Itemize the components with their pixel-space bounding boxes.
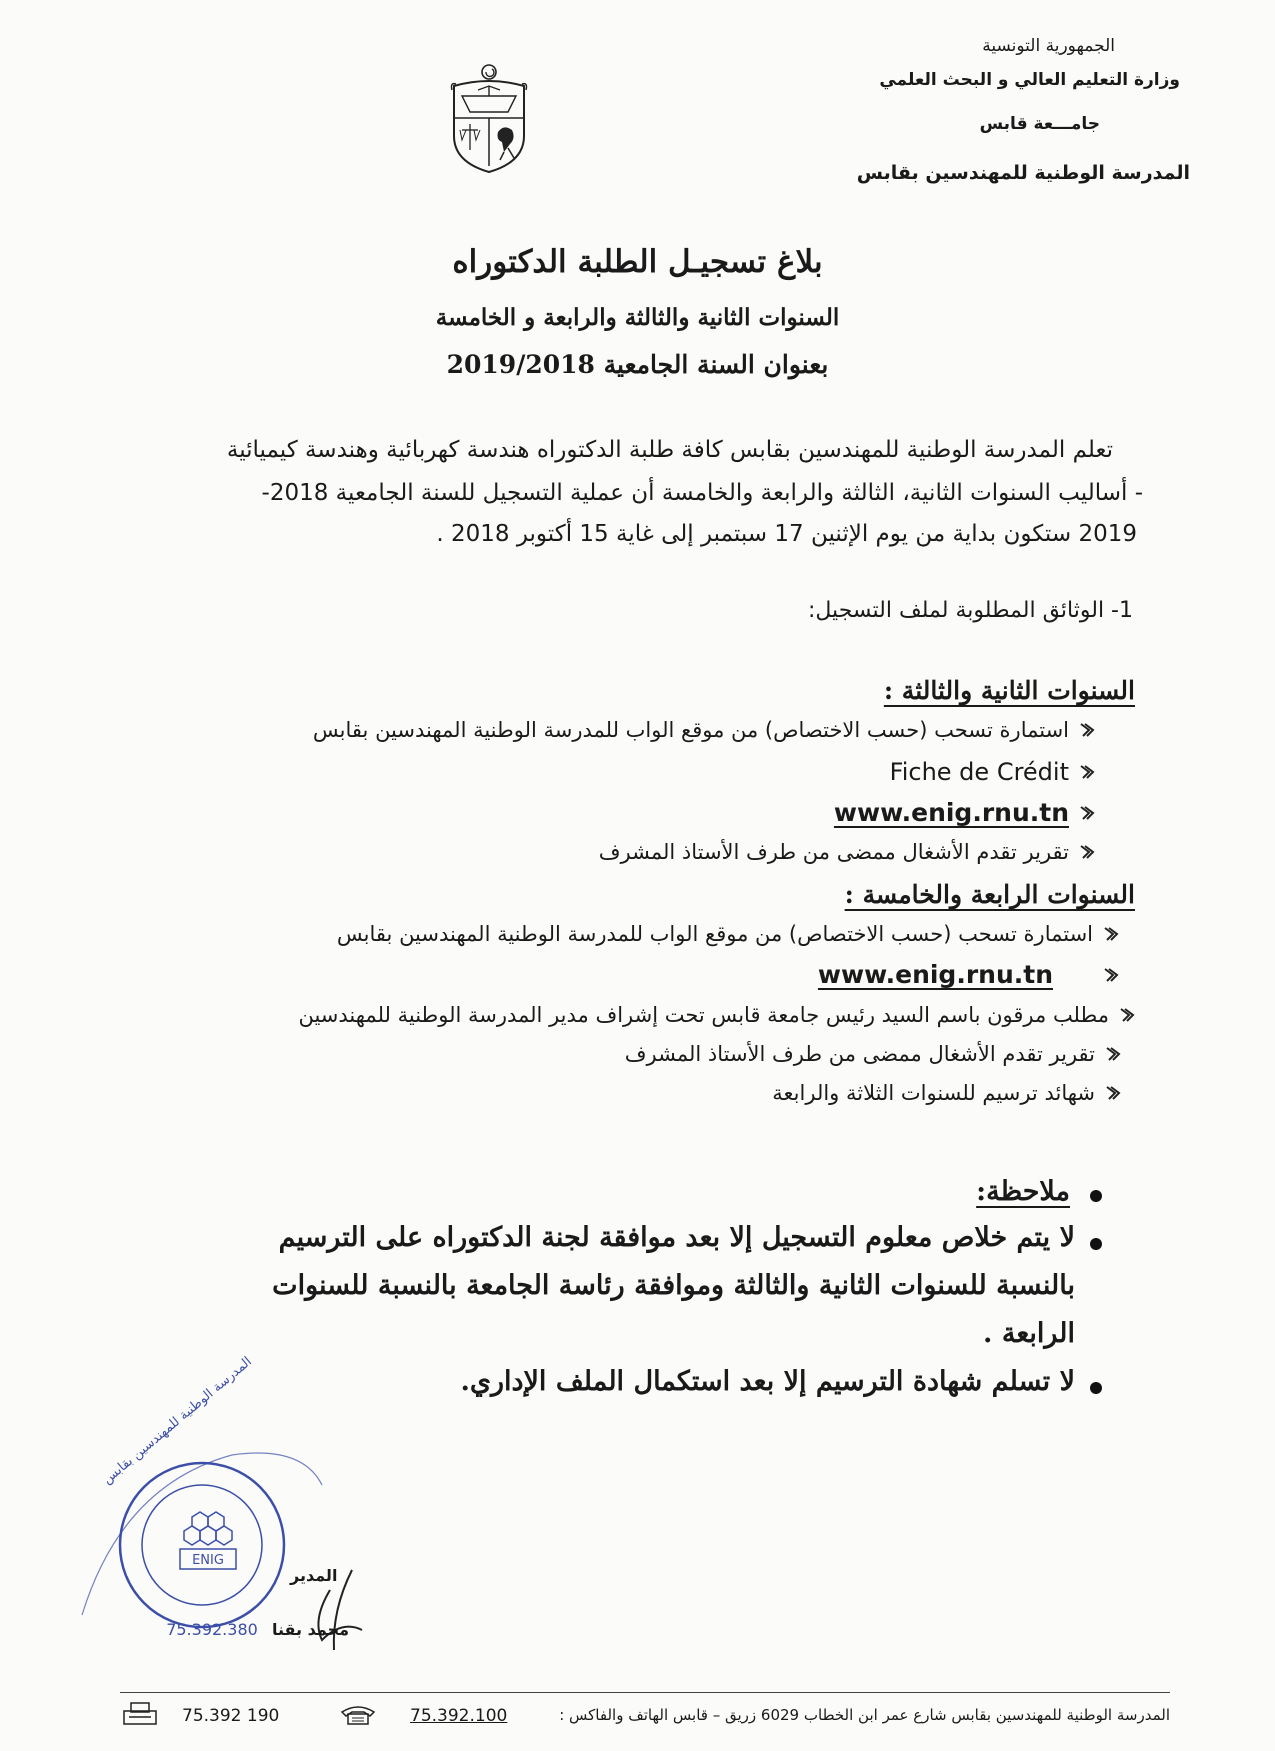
section-heading-years-4-5: السنوات الرابعة والخامسة : <box>844 880 1135 909</box>
check-arrow-icon <box>1079 720 1099 740</box>
website-link[interactable]: www.enig.rnu.tn <box>833 798 1069 827</box>
note-1-line-1: لا يتم خلاص معلوم التسجيل إلا بعد موافقة لجنة الدكتوراه على الترسيم <box>278 1222 1075 1253</box>
note-2: لا تسلم شهادة الترسيم إلا بعد استكمال الملف الإداري. <box>460 1366 1075 1397</box>
stamp-logo-text: ENIG <box>192 1553 224 1568</box>
list-item-text: مطلب مرقون باسم السيد رئيس جامعة قابس تحت إشراف مدير المدرسة الوطنية للمهندسين <box>298 1003 1109 1027</box>
list-item <box>834 798 1099 827</box>
section-heading-years-2-3: السنوات الثانية والثالثة : <box>883 676 1135 705</box>
fax-icon <box>122 1702 158 1726</box>
subtitle-years: السنوات الثانية والثالثة والرابعة و الخامسة <box>435 304 840 331</box>
list-item <box>298 1003 1139 1027</box>
check-arrow-icon <box>1079 842 1099 862</box>
stamp-phone-text: 75.392.380 <box>166 1620 258 1639</box>
list-item-text: تقرير تقدم الأشغال ممضى من طرف الأستاذ المشرف <box>624 1042 1095 1066</box>
subtitle-academic-year: بعنوان السنة الجامعية 2019/2018 <box>446 350 829 379</box>
check-arrow-icon <box>1079 762 1099 782</box>
list-item-text: استمارة تسحب (حسب الاختصاص) من موقع الواب للمدرسة الوطنية المهندسين بقابس <box>312 718 1069 742</box>
footer-fax: 75.392 190 <box>182 1706 280 1726</box>
note-1-line-2: بالنسبة للسنوات الثانية والثالثة وموافقة رئاسة الجامعة بالنسبة للسنوات <box>272 1270 1075 1301</box>
check-arrow-icon <box>1119 1005 1139 1025</box>
check-arrow-icon <box>1079 803 1099 823</box>
footer-divider <box>120 1692 1170 1693</box>
list-item <box>337 922 1123 946</box>
bullet-icon <box>1090 1238 1102 1250</box>
list-item-text: تقرير تقدم الأشغال ممضى من طرف الأستاذ المشرف <box>598 840 1069 864</box>
intro-line-2: - أساليب السنوات الثانية، الثالثة والرابعة والخامسة أن عملية التسجيل للسنة الجامعية 2018- <box>261 480 1143 506</box>
list-item-text: Fiche de Crédit <box>889 758 1069 786</box>
signature-name: محمد بقنا <box>272 1620 350 1639</box>
footer-phone: 75.392.100 <box>410 1706 508 1726</box>
letterhead-ministry: وزارة التعليم العالي و البحث العلمي <box>879 70 1180 90</box>
footer <box>120 1700 1170 1730</box>
check-arrow-icon <box>1103 924 1123 944</box>
letterhead-school: المدرسة الوطنية للمهندسين بقابس <box>856 162 1190 184</box>
notes-heading: ملاحظة: <box>976 1176 1070 1207</box>
check-arrow-icon <box>1103 965 1123 985</box>
intro-line-3: 2019 ستكون بداية من يوم الإثنين 17 سبتمبر إلى غاية 15 أكتوبر 2018 . <box>436 521 1137 547</box>
list-item <box>625 1042 1125 1066</box>
check-arrow-icon <box>1105 1044 1125 1064</box>
check-arrow-icon <box>1105 1083 1125 1103</box>
list-item-text: شهائد ترسيم للسنوات الثلاثة والرابعة <box>772 1081 1095 1105</box>
note-1-line-3: الرابعة . <box>983 1318 1075 1349</box>
intro-line-1: تعلم المدرسة الوطنية للمهندسين بقابس كافة طلبة الدكتوراه هندسة كهربائية وهندسة كيميائية <box>226 437 1113 463</box>
list-item <box>890 758 1099 786</box>
list-item <box>772 1081 1125 1105</box>
telephone-icon <box>338 1702 378 1726</box>
footer-address: المدرسة الوطنية للمهندسين بقابس شارع عمر ابن الخطاب 6029 زريق – قابس الهاتف والفاكس : <box>559 1706 1170 1724</box>
signature-title: المدير <box>290 1566 338 1585</box>
letterhead-country: الجمهورية التونسية <box>982 36 1115 56</box>
website-link[interactable]: www.enig.rnu.tn <box>817 960 1053 989</box>
required-documents-heading: 1- الوثائق المطلوبة لملف التسجيل: <box>807 598 1133 623</box>
stamp-ring-text: المدرسة الوطنية للمهندسين بقابس <box>100 1354 255 1488</box>
letterhead-university: جامـــعة قابس <box>979 114 1100 134</box>
list-item <box>818 960 1123 989</box>
bullet-icon <box>1090 1190 1102 1202</box>
letterhead <box>820 36 1200 196</box>
handwritten-signature <box>272 1560 392 1660</box>
list-item-text: استمارة تسحب (حسب الاختصاص) من موقع الواب للمدرسة الوطنية المهندسين بقابس <box>336 922 1093 946</box>
tunisia-emblem-icon <box>448 62 530 174</box>
bullet-icon <box>1090 1382 1102 1394</box>
main-title: بلاغ تسجيـل الطلبة الدكتوراه <box>452 244 823 280</box>
list-item <box>599 840 1099 864</box>
list-item <box>313 718 1099 742</box>
